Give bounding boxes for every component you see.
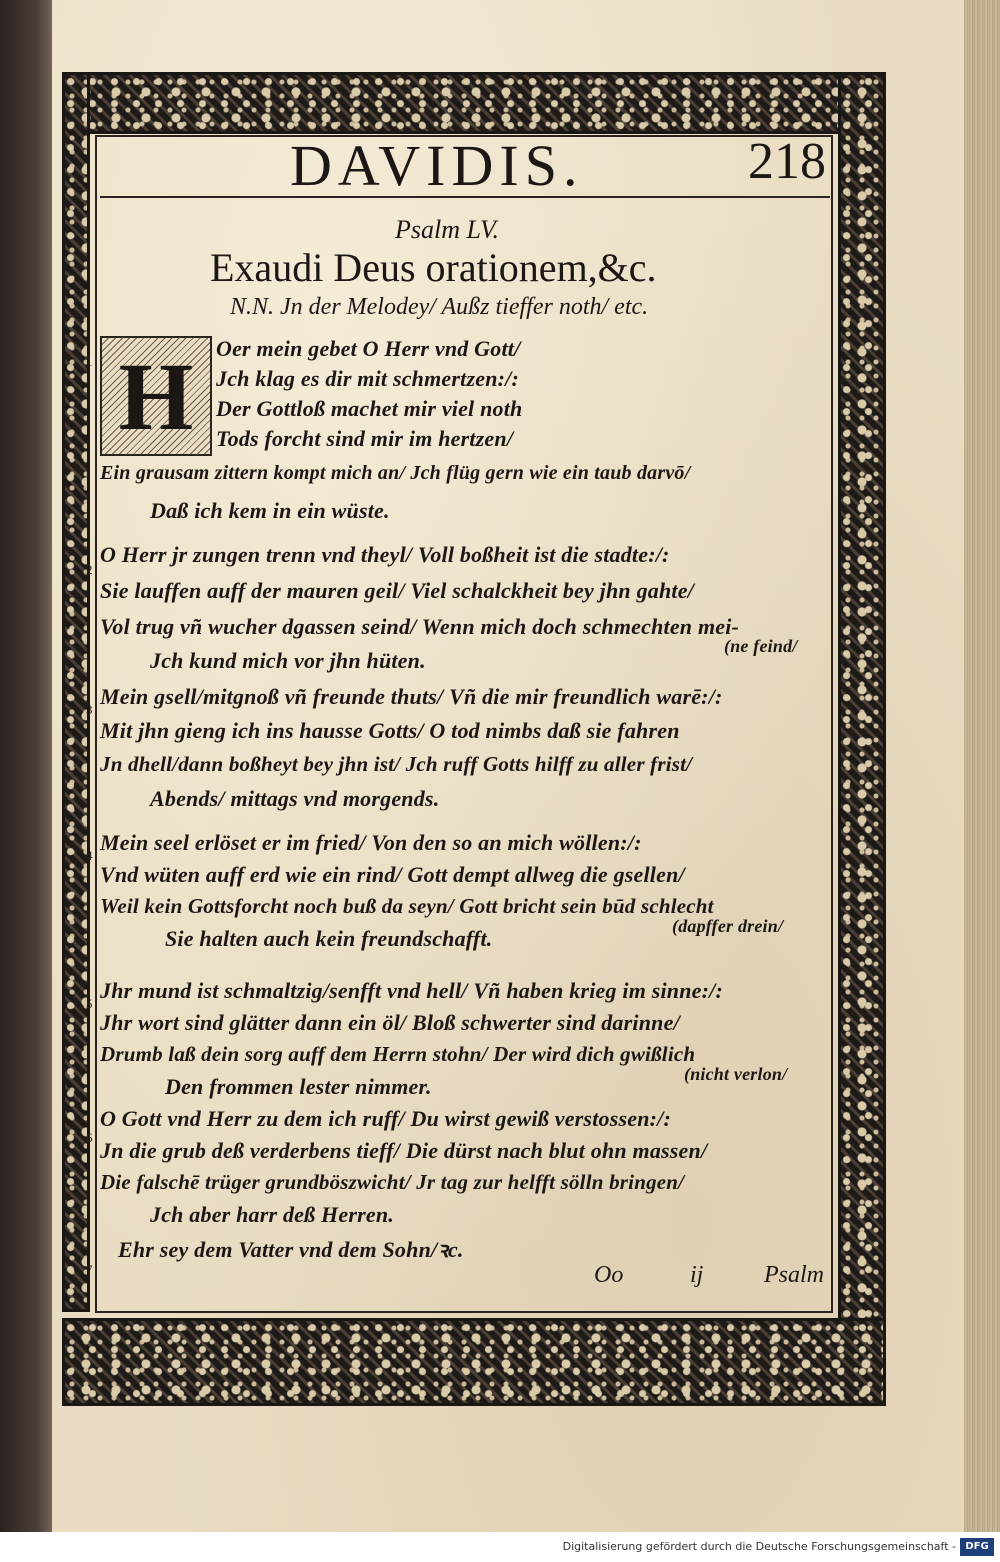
ornamental-border-top [62,72,862,134]
verse-number: 6 [86,1130,93,1145]
signature-mark: Oo [594,1262,624,1288]
verse-line: Jhr wort sind glätter dann ein öl/ Bloß schwerter sind darinne/ [100,1010,680,1035]
verse-line: Jch aber harr deß Herren. [150,1202,394,1227]
verse-line: Die falschē trüger grundböszwicht/ Jr tag zur helfft sölln bringen/ [100,1170,685,1194]
verse-line: Mit jhn gieng ich ins hausse Gotts/ O tod nimbs daß sie fahren [100,718,680,743]
verse-line: Vol trug vñ wucher dgassen seind/ Wenn mich doch schmechten mei- [100,614,740,639]
verse-line: Abends/ mittags vnd morgends. [150,786,440,811]
psalm-number: Psalm LV. [395,215,500,244]
verse-line: Sie lauffen auff der mauren geil/ Viel schalckheit bey jhn gahte/ [100,578,694,603]
verse-line: (ne feind/ [724,636,798,656]
running-title: DAVIDIS. [290,133,584,198]
verse-line: Ein grausam zittern kompt mich an/ Jch flüg gern wie ein taub darvō/ [100,462,691,484]
folio-number: 218 [748,133,826,190]
verse-line: O Herr jr zungen trenn vnd theyl/ Voll boßheit ist die stadte:/: [100,542,670,567]
verse-number: 5 [86,996,93,1011]
verse-line: Jn die grub deß verderbens tieff/ Die dürst nach blut ohn massen/ [100,1138,708,1163]
verse-line: Jch klag es dir mit schmertzen:/: [216,366,519,391]
verse-number: 3 [86,702,93,717]
verse-line: Sie halten auch kein freundschafft. [165,926,493,951]
verse-number: 7 [86,1262,93,1277]
signature-number: ij [690,1262,704,1288]
verse-line: Mein seel erlöset er im fried/ Von den so an mich wöllen:/: [100,830,642,855]
verse-line: Daß ich kem in ein wüste. [150,498,390,523]
verse-line: Jn dhell/dann boßheyt bey jhn ist/ Jch ruff Gotts hilff zu aller frist/ [100,752,693,776]
dfg-logo: DFG [960,1538,994,1556]
credit-text: Digitalisierung gefördert durch die Deutsche Forschungsgemeinschaft - [562,1540,956,1553]
verse-line: Jhr mund ist schmaltzig/senfft vnd hell/ Vñ haben krieg im sinne:/: [100,978,723,1003]
ornamental-border-bottom [62,1318,886,1406]
psalm-title: Exaudi Deus orationem,&c. [210,245,657,290]
verse-number: 2 [86,562,93,577]
verse-line: (dapffer drein/ [672,916,784,936]
verse-line: Ehr sey dem Vatter vnd dem Sohn/ꝛc. [118,1237,464,1262]
verse-line: Mein gsell/mitgnoß vñ freunde thuts/ Vñ die mir freundlich warē:/: [100,684,723,709]
page-edges [958,0,1000,1562]
verse-line: Weil kein Gottsforcht noch buß da seyn/ Gott bricht sein būd schlecht [100,894,714,918]
catchword: Psalm [764,1262,824,1288]
verse-number: 1 [86,354,93,369]
verse-line: O Gott vnd Herr zu dem ich ruff/ Du wirst gewiß verstossen:/: [100,1106,671,1131]
ornamental-border-left [62,72,90,1312]
verse-line: Oer mein gebet O Herr vnd Gott/ [216,336,521,361]
verse-line: Drumb laß dein sorg auff dem Herrn stohn/ Der wird dich gwißlich [100,1042,696,1066]
book-spine [0,0,60,1562]
verse-line: Den frommen lester nimmer. [165,1074,432,1099]
verse-line: (nicht verlon/ [684,1064,788,1084]
verse-line: Tods forcht sind mir im hertzen/ [216,426,514,451]
digitization-credit-bar [0,1532,1000,1562]
verse-line: Vnd wüten auff erd wie ein rind/ Gott dempt allweg die gsellen/ [100,862,685,887]
ornamental-border-right [838,72,886,1362]
verse-line: Der Gottloß machet mir viel noth [216,396,523,421]
melody-note: N.N. Jn der Melodey/ Außz tieffer noth/ etc. [230,294,649,320]
verse-number: 4 [86,848,93,863]
decorated-initial: H [100,336,212,456]
verse-line: Jch kund mich vor jhn hüten. [150,648,426,673]
